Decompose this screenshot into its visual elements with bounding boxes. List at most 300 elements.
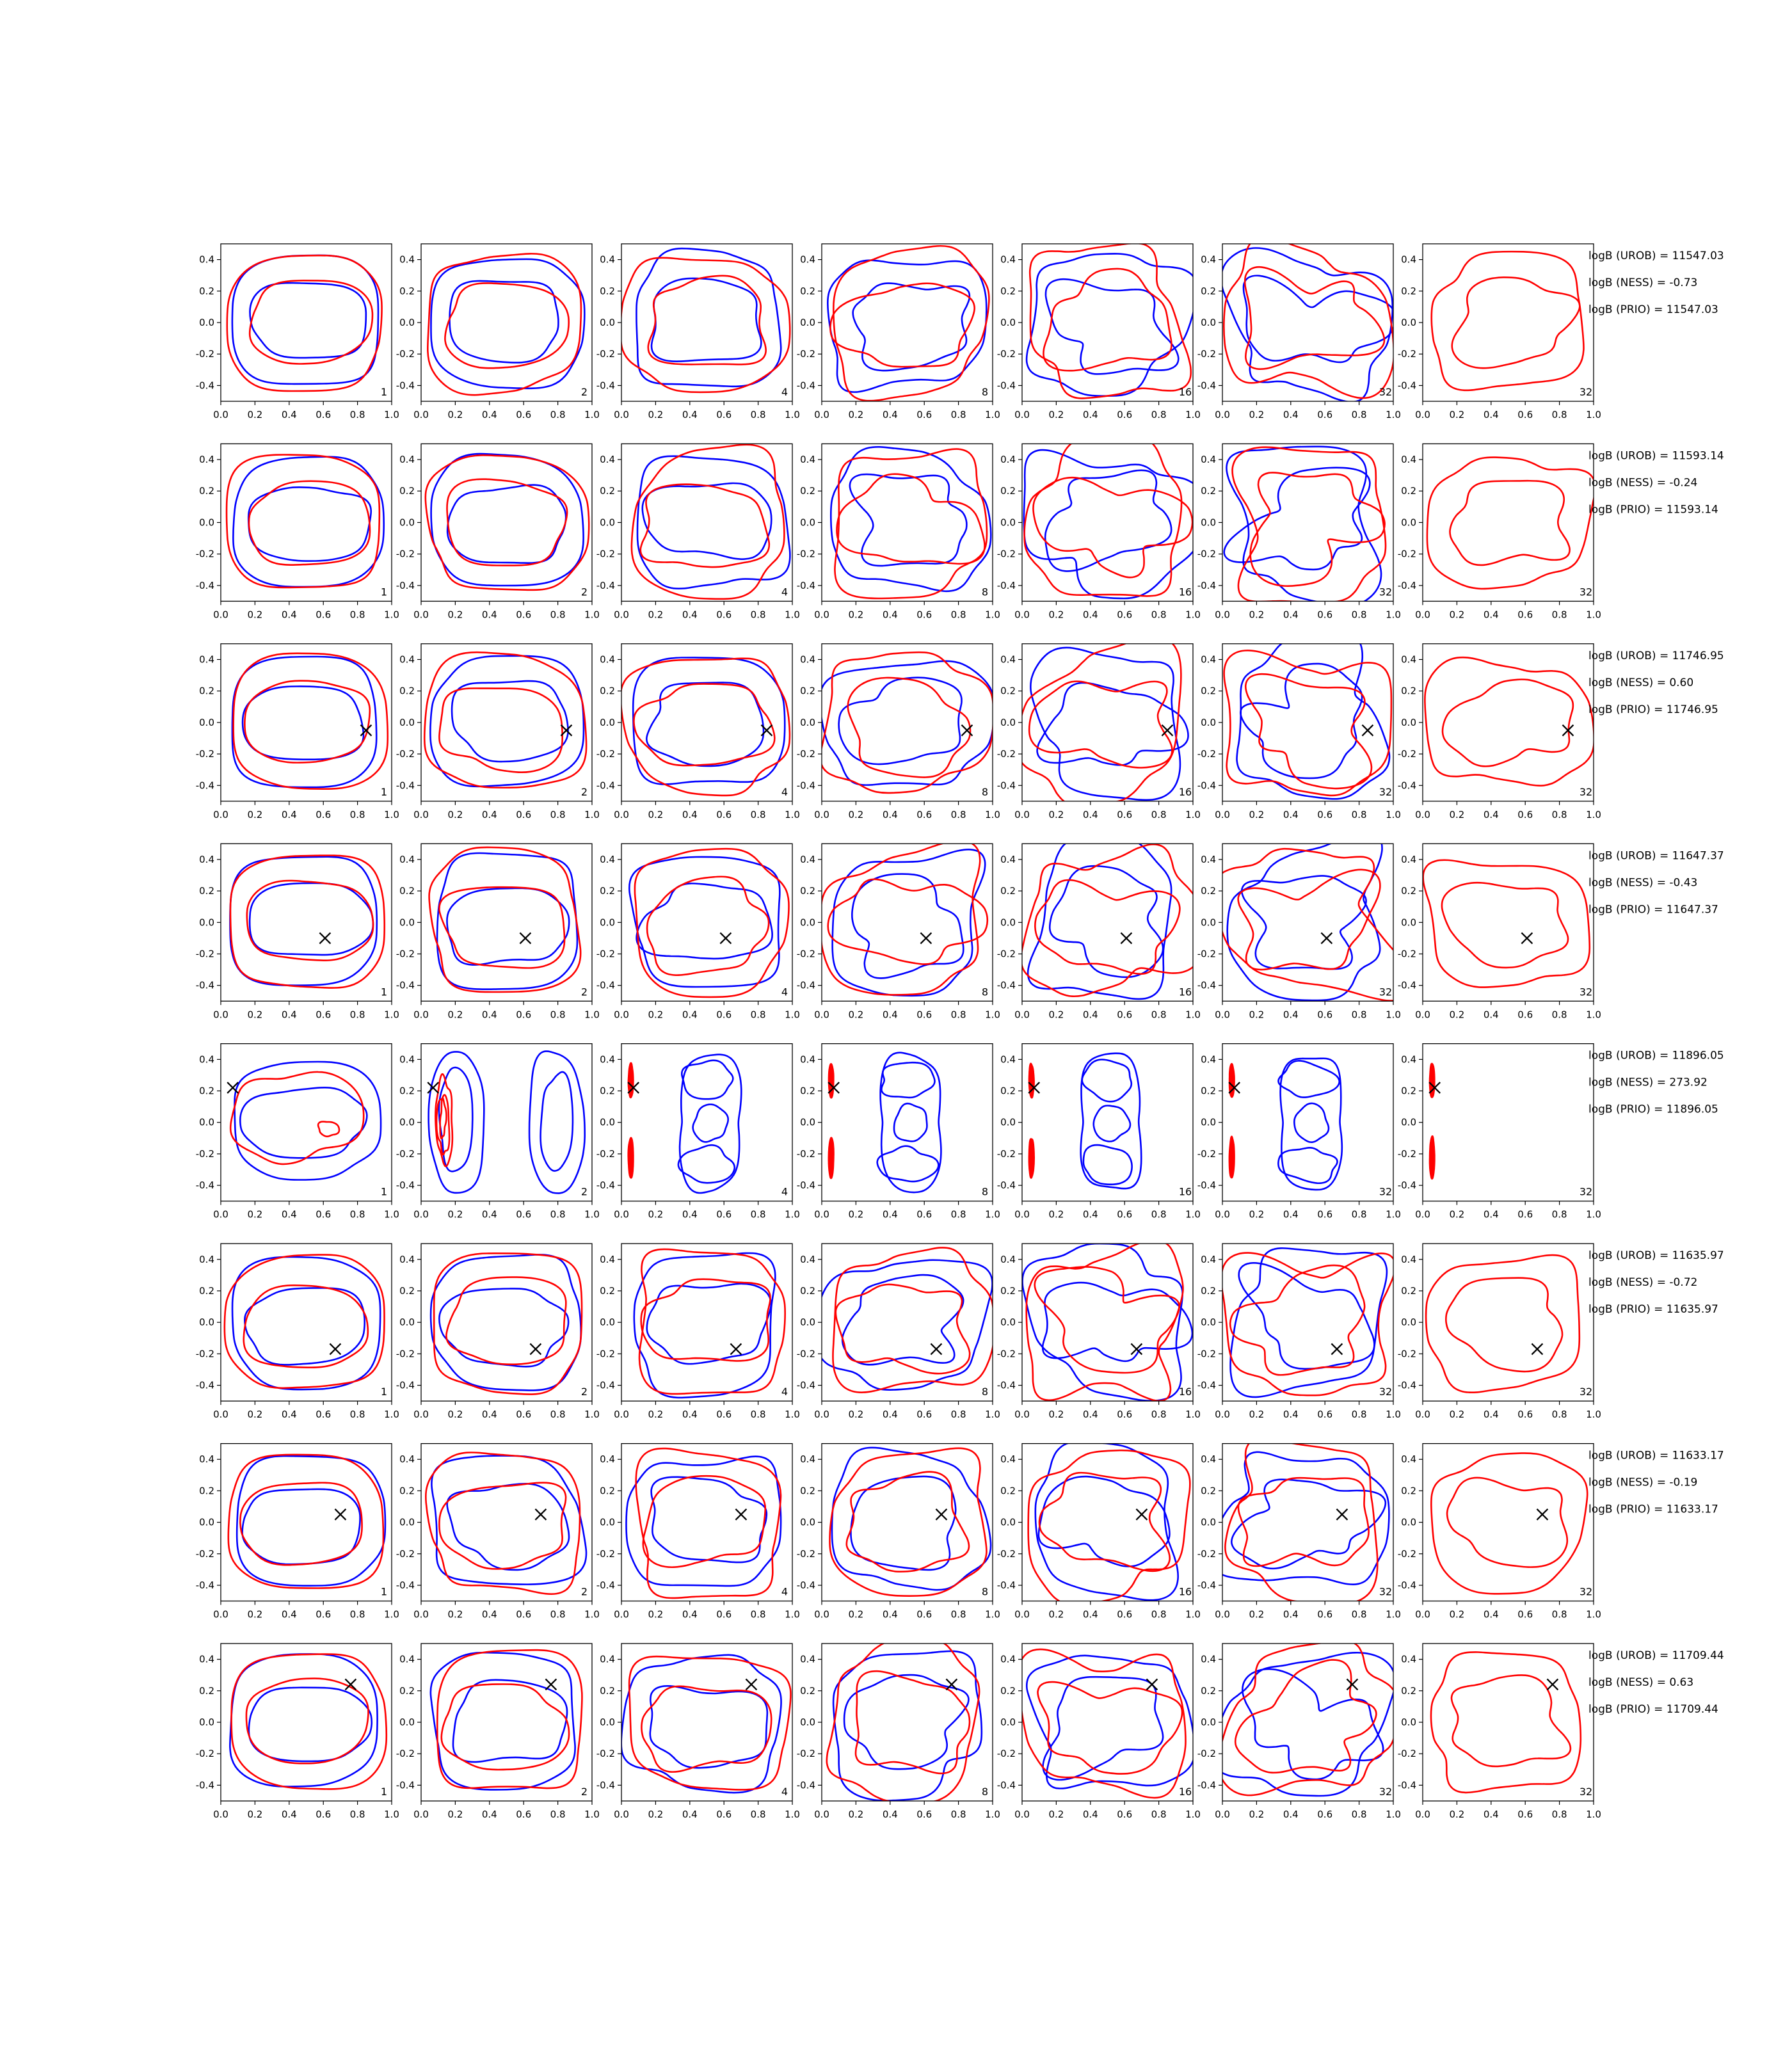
contour-layer (1021, 835, 1202, 999)
x-tick-label: 0.2 (1249, 1809, 1265, 1821)
x-tick-label: 0.6 (1517, 808, 1533, 820)
blue-contour (831, 447, 991, 591)
x-tick-label: 0.0 (213, 409, 228, 420)
x-tick-label: 0.6 (1117, 1009, 1133, 1021)
y-tick-label: 0.0 (199, 516, 214, 529)
contour-layer (1224, 630, 1391, 799)
y-tick-label: -0.2 (1397, 548, 1416, 560)
y-tick-label: -0.2 (195, 1348, 214, 1360)
y-tick-label: 0.2 (1201, 485, 1216, 497)
blue-contour (1242, 1669, 1383, 1779)
y-tick-label: 0.2 (1401, 485, 1416, 497)
y-tick-label: 0.2 (600, 1085, 615, 1097)
x-tick-label: 1.0 (985, 1809, 1000, 1821)
y-tick-label: 0.4 (399, 253, 415, 266)
y-tick-label: 0.2 (1401, 1284, 1416, 1297)
blue-contour (1036, 1441, 1178, 1600)
y-tick-label: -0.2 (596, 1148, 615, 1160)
x-tick-label: 0.0 (413, 1409, 429, 1421)
x-marker (1121, 932, 1132, 943)
logb-prio-annotation: logB (PRIO) = 11896.05 (1588, 1103, 1718, 1116)
x-tick-label: 0.6 (316, 609, 332, 621)
x-tick-label: 0.4 (281, 1009, 297, 1021)
y-tick-label: -0.2 (1197, 1148, 1216, 1160)
x-tick-label: 0.0 (213, 1608, 228, 1620)
y-tick-label: 0.0 (600, 1716, 615, 1729)
x-tick-label: 1.0 (785, 1009, 800, 1021)
x-tick-label: 1.0 (785, 1608, 800, 1620)
red-contour (820, 652, 993, 793)
panel-count-label: 2 (580, 785, 588, 798)
y-tick-label: -0.2 (996, 1148, 1016, 1160)
panel-count-label: 8 (981, 386, 989, 398)
y-tick-label: 0.4 (1401, 1253, 1416, 1265)
x-tick-label: 0.2 (1449, 1009, 1465, 1021)
y-tick-label: -0.2 (596, 1748, 615, 1760)
x-tick-label: 0.6 (1317, 1409, 1333, 1421)
subplot-row2-col6 (1197, 444, 1401, 620)
y-tick-label: -0.2 (996, 1548, 1016, 1560)
subplot-row7-col7 (1398, 1444, 1601, 1620)
panel-count-label: 2 (580, 1786, 588, 1798)
y-tick-label: -0.4 (796, 1579, 815, 1591)
y-tick-label: -0.2 (1397, 348, 1416, 360)
blue-contour (1084, 1145, 1132, 1185)
red-contour (641, 484, 769, 567)
x-tick-label: 0.4 (1283, 1009, 1299, 1021)
panel-count-label: 8 (981, 1185, 989, 1198)
x-tick-label: 1.0 (584, 1608, 600, 1620)
y-tick-label: 0.0 (1000, 1516, 1016, 1528)
x-tick-label: 0.6 (516, 1608, 532, 1620)
x-tick-label: 0.6 (916, 1809, 932, 1821)
y-tick-label: 0.0 (199, 1316, 214, 1329)
blue-contour (248, 487, 371, 561)
subplot-row1-col4 (797, 244, 1000, 420)
x-tick-label: 1.0 (384, 609, 399, 621)
subplot-row1-col3 (596, 244, 800, 420)
blue-contour (1027, 253, 1197, 396)
x-tick-label: 0.4 (1082, 1409, 1098, 1421)
y-tick-label: -0.2 (596, 348, 615, 360)
x-tick-label: 0.4 (682, 1208, 698, 1220)
y-tick-label: 0.0 (1401, 1116, 1416, 1128)
y-tick-label: 0.4 (1201, 853, 1216, 865)
x-tick-label: 0.6 (716, 1608, 732, 1620)
red-contour (429, 847, 581, 992)
y-tick-label: 0.0 (1000, 716, 1016, 728)
y-tick-label: 0.4 (1201, 653, 1216, 666)
x-tick-label: 0.6 (716, 1409, 732, 1421)
x-tick-label: 1.0 (1185, 1009, 1201, 1021)
x-tick-label: 0.0 (213, 609, 228, 621)
contour-layer (426, 454, 589, 590)
x-tick-label: 0.0 (1014, 409, 1030, 420)
contour-layer (1221, 1248, 1395, 1397)
y-tick-label: 0.4 (1000, 653, 1016, 666)
y-tick-label: 0.4 (1000, 253, 1016, 266)
y-tick-label: -0.2 (396, 548, 415, 560)
y-tick-label: -0.4 (596, 1579, 615, 1591)
x-tick-label: 0.2 (1048, 808, 1064, 820)
x-tick-label: 0.2 (247, 1009, 263, 1021)
panel-count-label: 8 (981, 586, 989, 598)
y-tick-label: 0.0 (1201, 716, 1216, 728)
y-tick-label: 0.4 (1401, 454, 1416, 466)
y-tick-label: -0.4 (596, 1379, 615, 1391)
x-tick-label: 0.0 (614, 1009, 629, 1021)
y-tick-label: -0.2 (1197, 748, 1216, 760)
y-tick-label: 0.4 (399, 853, 415, 865)
x-tick-label: 0.0 (1014, 1409, 1030, 1421)
blue-contour (1027, 1656, 1195, 1789)
y-tick-label: -0.2 (796, 348, 815, 360)
blue-contour (1024, 450, 1203, 598)
blue-contour (1043, 1677, 1164, 1780)
x-tick-label: 0.2 (1449, 1208, 1465, 1220)
x-tick-label: 1.0 (584, 808, 600, 820)
logb-urob-annotation: logB (UROB) = 11633.17 (1588, 1449, 1724, 1462)
y-tick-label: -0.2 (596, 1348, 615, 1360)
subplot-row5-col5 (997, 1044, 1201, 1220)
panel-count-label: 1 (380, 1386, 388, 1398)
x-tick-label: 1.0 (584, 1409, 600, 1421)
y-tick-label: -0.4 (396, 1180, 415, 1192)
y-tick-label: 0.4 (1401, 1053, 1416, 1066)
y-tick-label: 0.0 (1201, 1316, 1216, 1329)
x-tick-label: 0.2 (848, 1809, 864, 1821)
y-tick-label: 0.0 (1000, 1316, 1016, 1329)
red-contour (1447, 1478, 1567, 1567)
y-tick-label: 0.4 (800, 1253, 815, 1265)
subplot-row6-col3 (596, 1244, 800, 1420)
subplot-row8-col6 (1197, 1640, 1401, 1820)
x-tick-label: 0.8 (1551, 609, 1567, 621)
x-tick-label: 0.6 (1517, 609, 1533, 621)
x-tick-label: 0.0 (814, 1809, 829, 1821)
contour-layer (1018, 1649, 1195, 1798)
x-tick-label: 0.4 (682, 1009, 698, 1021)
y-tick-label: -0.4 (195, 1379, 214, 1391)
x-tick-label: 0.2 (1449, 409, 1465, 420)
panel-count-label: 4 (781, 1386, 788, 1398)
logb-urob-annotation: logB (UROB) = 11593.14 (1588, 449, 1724, 463)
y-tick-label: 0.2 (1000, 1684, 1016, 1697)
blue-contour (693, 1105, 728, 1142)
y-tick-label: 0.0 (199, 1116, 214, 1128)
red-contour (827, 1638, 979, 1803)
blue-contour (637, 883, 772, 959)
x-tick-label: 0.8 (950, 1009, 966, 1021)
y-tick-label: 0.4 (600, 1053, 615, 1066)
x-tick-label: 0.6 (916, 1409, 932, 1421)
panel-count-label: 32 (1379, 1386, 1393, 1398)
x-tick-label: 0.4 (281, 1409, 297, 1421)
contour-layer (829, 1053, 941, 1192)
blue-contour (1213, 1652, 1395, 1796)
x-tick-label: 1.0 (1386, 1208, 1401, 1220)
y-tick-label: -0.2 (1397, 948, 1416, 960)
panel-count-label: 8 (981, 1585, 989, 1598)
axes-border (1423, 1644, 1594, 1801)
x-tick-label: 0.2 (848, 808, 864, 820)
blue-contour (431, 1456, 586, 1585)
x-tick-label: 0.8 (1151, 1409, 1167, 1421)
subplot-row7-col5 (997, 1441, 1201, 1620)
x-marker (428, 1082, 438, 1093)
x-tick-label: 0.6 (916, 1208, 932, 1220)
blue-contour (447, 485, 566, 563)
y-tick-label: 0.4 (800, 1653, 815, 1665)
y-tick-label: -0.2 (796, 1148, 815, 1160)
x-tick-label: 0.8 (550, 1208, 566, 1220)
y-tick-label: 0.0 (399, 916, 415, 929)
x-tick-label: 0.8 (750, 1809, 766, 1821)
y-tick-label: 0.0 (199, 1516, 214, 1528)
red-contour (1431, 1652, 1581, 1792)
x-tick-label: 0.6 (916, 409, 932, 420)
x-tick-label: 0.8 (1151, 1809, 1167, 1821)
x-tick-label: 0.4 (1483, 409, 1499, 420)
subplot-row4-col7 (1398, 844, 1601, 1020)
blue-contour (678, 1145, 735, 1183)
y-tick-label: -0.2 (396, 1148, 415, 1160)
x-tick-label: 0.2 (648, 609, 664, 621)
x-tick-label: 0.8 (1551, 1809, 1567, 1821)
red-contour (836, 1284, 970, 1373)
x-tick-label: 0.0 (1215, 1409, 1230, 1421)
x-tick-label: 0.6 (1517, 1608, 1533, 1620)
blue-contour (650, 1686, 767, 1768)
x-tick-label: 0.0 (413, 409, 429, 420)
x-tick-label: 0.0 (814, 609, 829, 621)
x-tick-label: 0.6 (316, 1809, 332, 1821)
subplot-row4-col3 (596, 844, 800, 1020)
y-tick-label: 0.4 (800, 653, 815, 666)
axes-border (1022, 644, 1193, 801)
x-tick-label: 0.6 (316, 1208, 332, 1220)
x-tick-label: 0.0 (1415, 609, 1430, 621)
y-tick-label: -0.4 (1197, 579, 1216, 591)
subplot-row2-col7 (1398, 444, 1601, 620)
y-tick-label: 0.2 (399, 485, 415, 497)
x-tick-label: 0.0 (614, 1208, 629, 1220)
x-marker (535, 1509, 546, 1520)
x-tick-label: 0.2 (447, 1809, 463, 1821)
x-marker (335, 1509, 346, 1520)
y-tick-label: -0.2 (796, 548, 815, 560)
subplot-row5-col3 (596, 1044, 800, 1220)
contour-layer (1210, 1437, 1389, 1604)
x-tick-label: 0.4 (882, 1409, 898, 1421)
x-tick-label: 0.4 (1082, 1809, 1098, 1821)
y-tick-label: 0.0 (800, 916, 815, 929)
subplot-row4-col6 (1197, 833, 1412, 1021)
y-tick-label: 0.4 (199, 653, 214, 666)
blue-contour (881, 1062, 934, 1098)
x-tick-label: 0.4 (1483, 1009, 1499, 1021)
x-tick-label: 0.4 (1082, 1608, 1098, 1620)
contour-layer (621, 657, 790, 796)
y-tick-label: 0.0 (1401, 1516, 1416, 1528)
x-tick-label: 0.8 (950, 1208, 966, 1220)
y-tick-label: -0.4 (1197, 1779, 1216, 1791)
x-tick-label: 0.2 (447, 1009, 463, 1021)
x-tick-label: 0.2 (447, 808, 463, 820)
y-tick-label: -0.4 (1397, 979, 1416, 991)
x-tick-label: 0.2 (848, 1608, 864, 1620)
x-marker (1136, 1509, 1147, 1520)
contour-layer (820, 652, 995, 793)
y-tick-label: 0.0 (1401, 317, 1416, 328)
x-tick-label: 0.0 (1415, 1208, 1430, 1220)
x-tick-label: 1.0 (985, 1608, 1000, 1620)
contour-layer (227, 454, 384, 587)
x-tick-label: 0.8 (750, 1208, 766, 1220)
y-tick-label: -0.4 (1397, 579, 1416, 591)
blue-contour (877, 1146, 939, 1181)
x-marker (1521, 932, 1532, 943)
y-tick-label: 0.2 (199, 1485, 214, 1497)
red-contour (1430, 1136, 1434, 1179)
subplot-row3-col2 (396, 644, 600, 820)
y-tick-label: -0.2 (195, 1148, 214, 1160)
y-tick-label: -0.4 (396, 1579, 415, 1591)
contour-layer (634, 1249, 785, 1398)
logb-ness-annotation: logB (NESS) = 0.60 (1588, 676, 1694, 689)
x-tick-label: 0.2 (1048, 1009, 1064, 1021)
panel-count-label: 32 (1579, 986, 1593, 998)
y-tick-label: 0.4 (1201, 1453, 1216, 1466)
x-tick-label: 0.4 (882, 1208, 898, 1220)
panel-count-label: 2 (580, 1585, 588, 1598)
y-tick-label: -0.4 (796, 979, 815, 991)
blue-contour (529, 1052, 585, 1194)
x-tick-label: 1.0 (1586, 409, 1601, 420)
x-tick-label: 0.2 (247, 1409, 263, 1421)
blue-contour (541, 1072, 573, 1171)
y-tick-label: -0.4 (396, 979, 415, 991)
y-tick-label: 0.0 (800, 516, 815, 529)
x-tick-label: 1.0 (1586, 1208, 1601, 1220)
y-tick-label: 0.2 (800, 1485, 815, 1497)
y-tick-label: -0.2 (596, 1548, 615, 1560)
y-tick-label: 0.4 (1201, 1253, 1216, 1265)
y-tick-label: 0.0 (600, 1116, 615, 1128)
y-tick-label: 0.4 (199, 853, 214, 865)
logb-prio-annotation: logB (PRIO) = 11593.14 (1588, 503, 1718, 516)
y-tick-label: 0.0 (1401, 1316, 1416, 1329)
blue-contour (232, 255, 378, 384)
y-tick-label: -0.4 (1397, 1379, 1416, 1391)
red-contour (635, 849, 789, 997)
x-tick-label: 0.2 (447, 609, 463, 621)
red-contour (1443, 680, 1573, 767)
x-tick-label: 0.8 (1351, 1208, 1367, 1220)
subplot-row3-col5 (997, 636, 1201, 820)
x-tick-label: 0.4 (1283, 1409, 1299, 1421)
y-tick-label: 0.0 (1401, 516, 1416, 529)
x-tick-label: 0.2 (1048, 1409, 1064, 1421)
x-tick-label: 0.4 (481, 1208, 497, 1220)
x-tick-label: 0.6 (716, 1809, 732, 1821)
y-tick-label: -0.2 (996, 1748, 1016, 1760)
x-tick-label: 0.4 (281, 1208, 297, 1220)
x-tick-label: 0.2 (648, 1809, 664, 1821)
y-tick-label: 0.0 (1201, 516, 1216, 529)
y-tick-label: 0.2 (800, 485, 815, 497)
y-tick-label: 0.0 (1401, 1716, 1416, 1729)
panel-count-label: 2 (580, 986, 588, 998)
x-tick-label: 0.4 (481, 1608, 497, 1620)
y-tick-label: 0.2 (1201, 885, 1216, 897)
y-tick-label: -0.4 (1397, 1180, 1416, 1192)
red-contour (1043, 269, 1171, 371)
x-tick-label: 0.2 (1048, 1608, 1064, 1620)
x-tick-label: 1.0 (384, 1608, 399, 1620)
red-contour (426, 1452, 580, 1594)
blue-contour (439, 1068, 472, 1171)
contour-layer (1423, 860, 1590, 988)
x-tick-label: 0.0 (213, 1009, 228, 1021)
x-tick-label: 0.2 (1449, 1608, 1465, 1620)
x-tick-label: 0.6 (1117, 1608, 1133, 1620)
x-tick-label: 0.0 (1415, 409, 1430, 420)
y-tick-label: 0.4 (600, 1653, 615, 1665)
y-tick-label: 0.2 (1201, 1284, 1216, 1297)
y-tick-label: 0.4 (399, 1253, 415, 1265)
x-tick-label: 0.2 (247, 1208, 263, 1220)
red-contour (641, 1279, 771, 1361)
subplot-row4-col1 (196, 844, 399, 1020)
y-tick-label: -0.2 (596, 948, 615, 960)
panel-count-label: 4 (781, 986, 788, 998)
x-tick-label: 1.0 (1586, 1009, 1601, 1021)
y-tick-label: 0.4 (1401, 653, 1416, 666)
x-tick-label: 0.0 (1215, 1608, 1230, 1620)
y-tick-label: 0.0 (399, 317, 415, 328)
x-tick-label: 1.0 (1185, 808, 1201, 820)
panel-count-label: 16 (1178, 986, 1192, 998)
y-tick-label: 0.4 (600, 253, 615, 266)
x-tick-label: 1.0 (384, 1009, 399, 1021)
red-contour (232, 1654, 387, 1789)
y-tick-label: -0.4 (1197, 380, 1216, 392)
y-tick-label: 0.2 (1000, 285, 1016, 297)
axes-border (822, 1644, 993, 1801)
contour-layer (820, 841, 988, 996)
x-tick-label: 0.4 (1483, 808, 1499, 820)
x-tick-label: 0.8 (1551, 1608, 1567, 1620)
panel-count-label: 32 (1379, 586, 1393, 598)
y-tick-label: 0.2 (1000, 1485, 1016, 1497)
x-tick-label: 0.8 (550, 409, 566, 420)
y-tick-label: 0.2 (399, 285, 415, 297)
y-tick-label: 0.4 (1401, 1453, 1416, 1466)
panel-count-label: 32 (1579, 785, 1593, 798)
y-tick-label: -0.4 (596, 579, 615, 591)
y-tick-label: 0.0 (600, 1516, 615, 1528)
contour-layer (829, 1448, 991, 1596)
x-tick-label: 0.0 (614, 1809, 629, 1821)
x-tick-label: 0.4 (1483, 1809, 1499, 1821)
axes-border (1222, 244, 1393, 401)
x-tick-label: 0.0 (1415, 1409, 1430, 1421)
subplot-row6-col5 (997, 1240, 1201, 1420)
x-tick-label: 1.0 (1185, 609, 1201, 621)
contour-layer (1430, 1064, 1434, 1179)
red-contour (318, 1122, 339, 1137)
